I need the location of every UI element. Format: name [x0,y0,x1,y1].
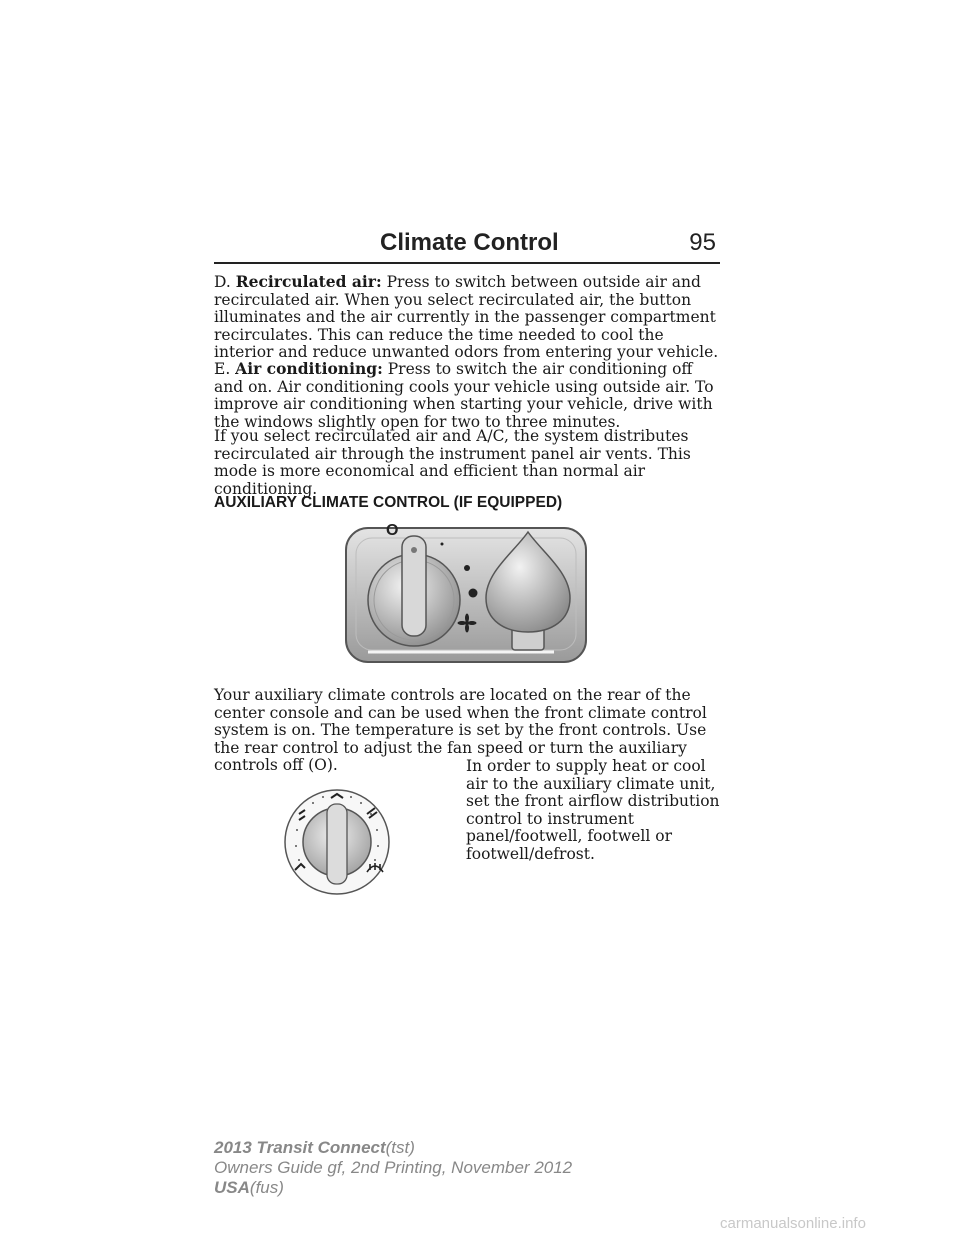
footer-market: USA [214,1178,250,1197]
auxiliary-control-panel-illustration [344,520,588,666]
item-prefix: E. [214,360,236,378]
document-footer [214,1138,572,1198]
off-label: O [386,522,399,539]
item-text: Press to switch the air conditioning off and on. Air conditioning cools your vehicle using outside air. To improve air conditioning when starting your vehicle, drive with the windows slightly open for two to three minutes. [214,360,714,431]
page-number: 95 [689,229,716,256]
footer-model: 2013 Transit Connect [214,1138,386,1157]
item-label: Recirculated air: [235,272,382,291]
airflow-distribution-knob-illustration [283,758,391,896]
paragraph-recirculated-air [214,273,724,362]
footer-market-code: (fus) [249,1178,284,1197]
item-label: Air conditioning: [235,359,383,378]
item-prefix: D. [214,273,236,291]
paragraph-recirc-ac: If you select recirculated air and A/C, the system distributes recirculated air through the instrument panel air vents. This mode is more economical and efficient than normal air conditioning. [214,427,691,498]
page-header [214,228,720,264]
item-text: Press to switch between outside air and recirculated air. When you select recirculated air, the button illuminates and the air currently in the passenger compartment recirculates. This can reduce the time needed to cool the interior and reduce unwanted odors from entering your vehicle. [214,273,719,361]
watermark: carmanualsonline.info [720,1215,866,1232]
fan-speed-dot-3 [469,589,478,598]
paragraph-aux-intro: Your auxiliary climate controls are located on the rear of the center console and can be used when the front climate control system is on. The temperature is set by the front controls. Use the rear control to adjust the fan speed or turn the auxiliary controls off (O). [214,686,707,774]
footer-model-code: (tst) [385,1138,415,1157]
fan-speed-dot-2 [464,565,470,571]
paragraph-air-conditioning [214,360,724,431]
fan-speed-dot-1 [441,543,444,546]
footer-edition: Owners Guide gf, 2nd Printing, November 2012 [214,1158,573,1177]
section-heading: AUXILIARY CLIMATE CONTROL (IF EQUIPPED) [214,494,563,511]
paragraph-aux-airflow: In order to supply heat or cool air to the auxiliary climate unit, set the front airflow distribution control to instrument panel/footwell, footwell or footwell/defrost. [466,757,720,863]
section-title: Climate Control [380,229,559,256]
